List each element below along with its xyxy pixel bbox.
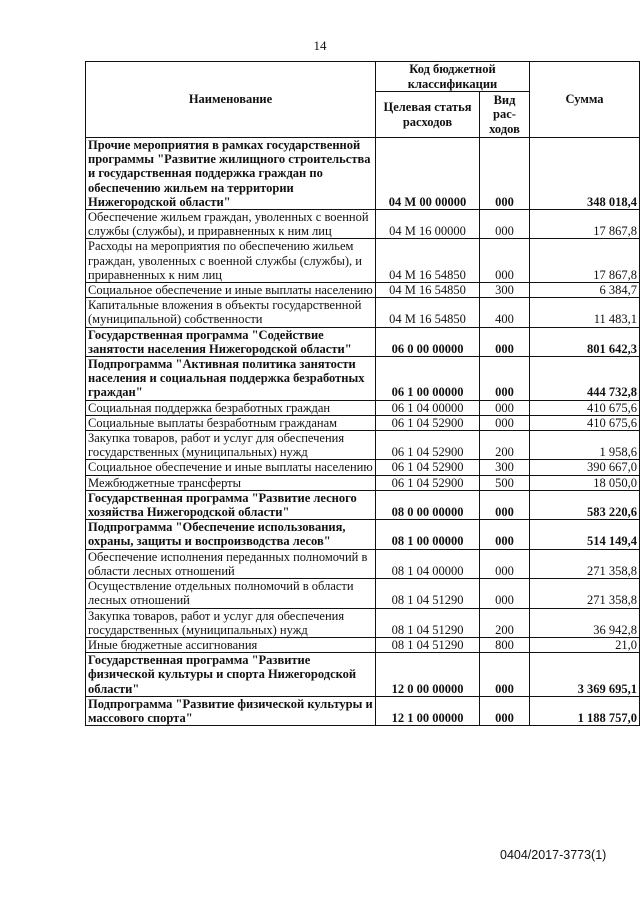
table-row — [86, 415, 640, 430]
budget-table — [85, 61, 640, 726]
row-target-code: 08 1 04 51290 — [376, 637, 480, 652]
row-target-code: 12 0 00 00000 — [376, 653, 480, 697]
header-sum: Сумма — [530, 62, 640, 138]
row-name: Социальные выплаты безработным гражданам — [86, 415, 376, 430]
row-expense-type: 000 — [480, 210, 530, 239]
row-name: Межбюджетные трансферты — [86, 475, 376, 490]
row-target-code: 06 1 04 52900 — [376, 415, 480, 430]
row-target-code: 08 0 00 00000 — [376, 490, 480, 519]
row-expense-type: 500 — [480, 475, 530, 490]
row-sum: 583 220,6 — [530, 490, 640, 519]
row-target-code: 12 1 00 00000 — [376, 696, 480, 725]
row-sum: 410 675,6 — [530, 400, 640, 415]
row-name: Социальное обеспечение и иные выплаты населению — [86, 283, 376, 298]
row-sum: 3 369 695,1 — [530, 653, 640, 697]
row-name: Государственная программа "Развитие лесного хозяйства Нижегородской области" — [86, 490, 376, 519]
row-expense-type: 000 — [480, 653, 530, 697]
row-target-code: 06 1 04 52900 — [376, 460, 480, 475]
row-name: Осуществление отдельных полномочий в области лесных отношений — [86, 579, 376, 608]
row-target-code: 04 М 16 54850 — [376, 283, 480, 298]
row-sum: 271 358,8 — [530, 579, 640, 608]
table-body — [86, 138, 640, 726]
row-expense-type: 000 — [480, 549, 530, 578]
table-row — [86, 579, 640, 608]
row-sum: 390 667,0 — [530, 460, 640, 475]
row-target-code: 08 1 04 51290 — [376, 608, 480, 637]
row-expense-type: 000 — [480, 415, 530, 430]
row-sum: 444 732,8 — [530, 357, 640, 401]
row-expense-type: 000 — [480, 520, 530, 549]
row-expense-type: 300 — [480, 460, 530, 475]
row-name: Государственная программа "Развитие физической культуры и спорта Нижегородской области" — [86, 653, 376, 697]
header-target: Целевая статья расходов — [376, 92, 480, 138]
table-row — [86, 138, 640, 210]
row-target-code: 06 0 00 00000 — [376, 327, 480, 356]
row-sum: 348 018,4 — [530, 138, 640, 210]
table-row — [86, 283, 640, 298]
row-target-code: 06 1 04 00000 — [376, 400, 480, 415]
table-row — [86, 490, 640, 519]
table-row — [86, 400, 640, 415]
row-sum: 1 958,6 — [530, 431, 640, 460]
row-expense-type: 300 — [480, 283, 530, 298]
row-expense-type: 000 — [480, 579, 530, 608]
row-target-code: 08 1 04 51290 — [376, 579, 480, 608]
row-name: Обеспечение жильем граждан, уволенных с военной службы (службы), и приравненных к ним лиц — [86, 210, 376, 239]
row-name: Социальное обеспечение и иные выплаты населению — [86, 460, 376, 475]
row-name: Подпрограмма "Обеспечение использования, охраны, защиты и воспроизводства лесов" — [86, 520, 376, 549]
row-sum: 17 867,8 — [530, 210, 640, 239]
row-sum: 410 675,6 — [530, 415, 640, 430]
row-name: Государственная программа "Содействие занятости населения Нижегородской области" — [86, 327, 376, 356]
table-row — [86, 608, 640, 637]
row-name: Иные бюджетные ассигнования — [86, 637, 376, 652]
row-expense-type: 000 — [480, 357, 530, 401]
table-row — [86, 653, 640, 697]
row-sum: 17 867,8 — [530, 239, 640, 283]
row-sum: 36 942,8 — [530, 608, 640, 637]
table-row — [86, 460, 640, 475]
table-row — [86, 431, 640, 460]
row-name: Обеспечение исполнения переданных полномочий в области лесных отношений — [86, 549, 376, 578]
row-sum: 1 188 757,0 — [530, 696, 640, 725]
row-sum: 21,0 — [530, 637, 640, 652]
row-sum: 11 483,1 — [530, 298, 640, 327]
table-row — [86, 239, 640, 283]
table-row — [86, 637, 640, 652]
table-row — [86, 210, 640, 239]
row-expense-type: 000 — [480, 696, 530, 725]
row-target-code: 04 М 00 00000 — [376, 138, 480, 210]
row-expense-type: 800 — [480, 637, 530, 652]
row-sum: 801 642,3 — [530, 327, 640, 356]
table-row — [86, 475, 640, 490]
row-target-code: 08 1 00 00000 — [376, 520, 480, 549]
row-name: Прочие мероприятия в рамках государственной программы "Развитие жилищного строительства и государственная поддержка граждан по обеспечению жильем на территории Нижегородской области" — [86, 138, 376, 210]
table-row — [86, 327, 640, 356]
row-expense-type: 400 — [480, 298, 530, 327]
row-name: Подпрограмма "Развитие физической культуры и массового спорта" — [86, 696, 376, 725]
row-sum: 6 384,7 — [530, 283, 640, 298]
row-expense-type: 000 — [480, 138, 530, 210]
row-expense-type: 200 — [480, 431, 530, 460]
row-target-code: 04 М 16 54850 — [376, 239, 480, 283]
row-name: Подпрограмма "Активная политика занятости населения и социальная поддержка безработных граждан" — [86, 357, 376, 401]
row-target-code: 04 М 16 00000 — [376, 210, 480, 239]
table-row — [86, 520, 640, 549]
row-expense-type: 000 — [480, 327, 530, 356]
row-name: Социальная поддержка безработных граждан — [86, 400, 376, 415]
row-name: Закупка товаров, работ и услуг для обеспечения государственных (муниципальных) нужд — [86, 431, 376, 460]
row-target-code: 06 1 04 52900 — [376, 475, 480, 490]
row-target-code: 04 М 16 54850 — [376, 298, 480, 327]
row-expense-type: 000 — [480, 239, 530, 283]
row-expense-type: 200 — [480, 608, 530, 637]
row-expense-type: 000 — [480, 400, 530, 415]
row-name: Расходы на мероприятия по обеспечению жильем граждан, уволенных с военной службы (службы), и приравненных к ним лиц — [86, 239, 376, 283]
row-sum: 18 050,0 — [530, 475, 640, 490]
table-row — [86, 298, 640, 327]
row-name: Капитальные вложения в объекты государственной (муниципальной) собственности — [86, 298, 376, 327]
page-number: 14 — [313, 38, 327, 53]
header-code-group: Код бюджетной классификации — [376, 62, 530, 92]
row-target-code: 06 1 04 52900 — [376, 431, 480, 460]
row-target-code: 06 1 00 00000 — [376, 357, 480, 401]
row-sum: 514 149,4 — [530, 520, 640, 549]
document-id: 0404/2017-3773(1) — [500, 848, 607, 862]
header-type: Вид рас-ходов — [480, 92, 530, 138]
table-row — [86, 357, 640, 401]
row-sum: 271 358,8 — [530, 549, 640, 578]
table-row — [86, 696, 640, 725]
row-name: Закупка товаров, работ и услуг для обеспечения государственных (муниципальных) нужд — [86, 608, 376, 637]
table-row — [86, 549, 640, 578]
header-name: Наименование — [86, 62, 376, 138]
row-expense-type: 000 — [480, 490, 530, 519]
row-target-code: 08 1 04 00000 — [376, 549, 480, 578]
